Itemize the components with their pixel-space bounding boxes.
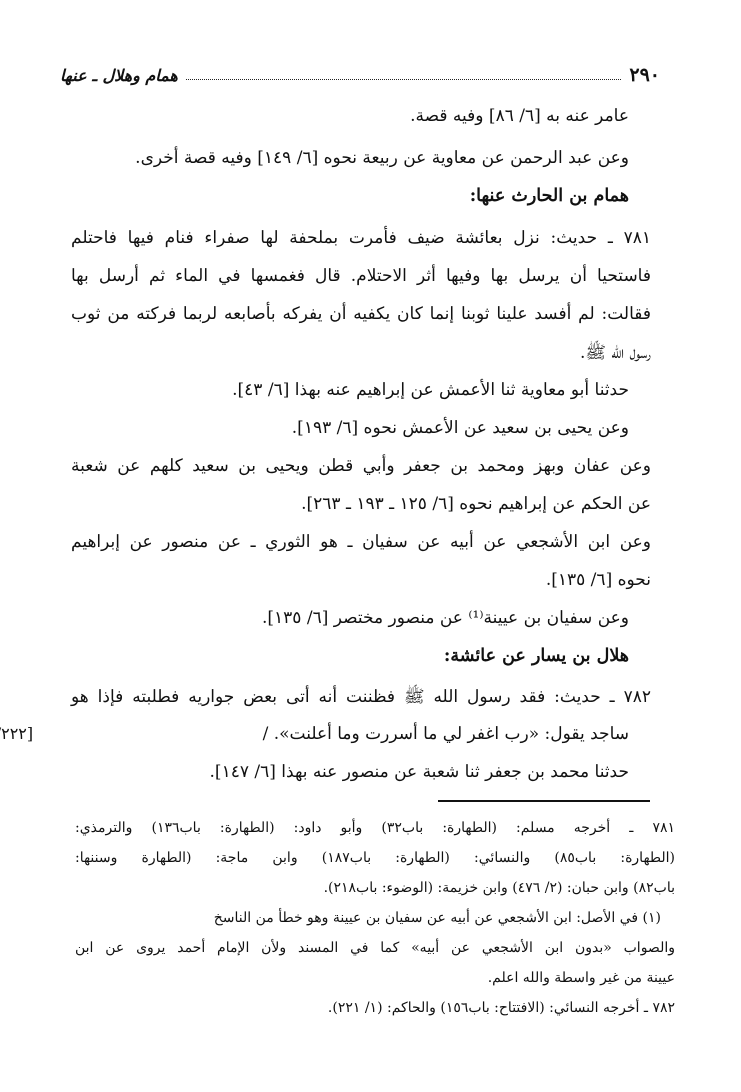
footnote-line: والصواب «بدون ابن الأشجعي عن أبيه» كما في المسند ولأن الإمام أحمد يروى عن ابن xyxy=(75,940,675,956)
footnote-line: باب٨٢) وابن حبان: (٢/ ٤٧٦) وابن خزيمة: (الوضوء: باب٢١٨). xyxy=(323,880,675,896)
page-number: ٢٩٠ xyxy=(629,64,660,86)
footnote-line: (١) في الأصل: ابن الأشجعي عن أبيه عن سفيان بن عيينة وهو خطأ من الناسخ xyxy=(213,910,661,926)
text-line: وعن عبد الرحمن عن معاوية عن ربيعة نحوه [٦/ ١٤٩] وفيه قصة أخرى. xyxy=(135,148,629,168)
text-line: ٧٨٢ ـ حديث: فقد رسول الله ﷺ فظننت أنه أتى بعض جواريه فطلبته فإذا هو xyxy=(71,687,651,707)
text-line: وعن يحيى بن سعيد عن الأعمش نحوه [٦/ ١٩٣]. xyxy=(291,418,629,438)
text-line: ساجد يقول: «رب اغفر لي ما أسررت وما أعلنت». / xyxy=(262,724,629,744)
text-line: رسول الله ﷺ. xyxy=(580,343,651,363)
text-line: حدثنا أبو معاوية ثنا الأعمش عن إبراهيم عنه بهذا [٦/ ٤٣]. xyxy=(232,380,629,400)
margin-folio-reference: ٢٢٢ ] xyxy=(1,724,34,743)
section-heading: هلال بن يسار عن عائشة: xyxy=(443,646,629,666)
footnote-line: ٧٨٢ ـ أخرجه النسائي: (الافتتاح: باب١٥٦) والحاكم: (١/ ٢٢١). xyxy=(327,1000,675,1016)
text-line: فاستحيا أن يرسل بها وفيها أثر الاحتلام. قال فغمسها في الماء ثم أرسل بها xyxy=(71,266,651,286)
text-line: عن الحكم عن إبراهيم نحوه [٦/ ١٢٥ ـ ١٩٣ ـ ٢٦٣]. xyxy=(301,494,651,514)
page-header xyxy=(60,62,660,88)
text-line: نحوه [٦/ ١٣٥]. xyxy=(545,570,651,590)
header-dotted-rule xyxy=(186,79,622,80)
text-line: وعن سفيان بن عيينة⁽¹⁾ عن منصور مختصر [٦/ ١٣٥]. xyxy=(261,608,629,628)
running-title: همام وهلال ـ عنها xyxy=(60,65,178,85)
footnote-line: عيينة من غير واسطة والله اعلم. xyxy=(487,970,675,986)
text-line: وعن ابن الأشجعي عن أبيه عن سفيان ـ هو الثوري ـ عن منصور عن إبراهيم xyxy=(71,532,651,552)
text-line: وعن عفان وبهز ومحمد بن جعفر وأبي قطن ويحيى بن سعيد كلهم عن شعبة xyxy=(71,456,651,476)
text-line: عامر عنه به [٦/ ٨٦] وفيه قصة. xyxy=(410,106,629,126)
footnote-separator xyxy=(438,800,650,802)
footnote-line: ٧٨١ ـ أخرجه مسلم: (الطهارة: باب٣٢) وأبو داود: (الطهارة: باب١٣٦) والترمذي: xyxy=(75,820,675,836)
text-line: حدثنا محمد بن جعفر ثنا شعبة عن منصور عنه بهذا [٦/ ١٤٧]. xyxy=(209,762,629,782)
text-line: فقالت: لم أفسد علينا ثوبنا إنما كان يكفيه أن يفركه بأصابعه لربما فركته من ثوب xyxy=(71,304,651,324)
footnote-line: (الطهارة: باب٨٥) والنسائي: (الطهارة: باب١٨٧) وابن ماجة: (الطهارة وسننها: xyxy=(75,850,675,866)
section-heading: همام بن الحارث عنها: xyxy=(469,186,629,206)
text-line: ٧٨١ ـ حديث: نزل بعائشة ضيف فأمرت بملحفة لها صفراء فنام فيها فاحتلم xyxy=(71,228,651,248)
